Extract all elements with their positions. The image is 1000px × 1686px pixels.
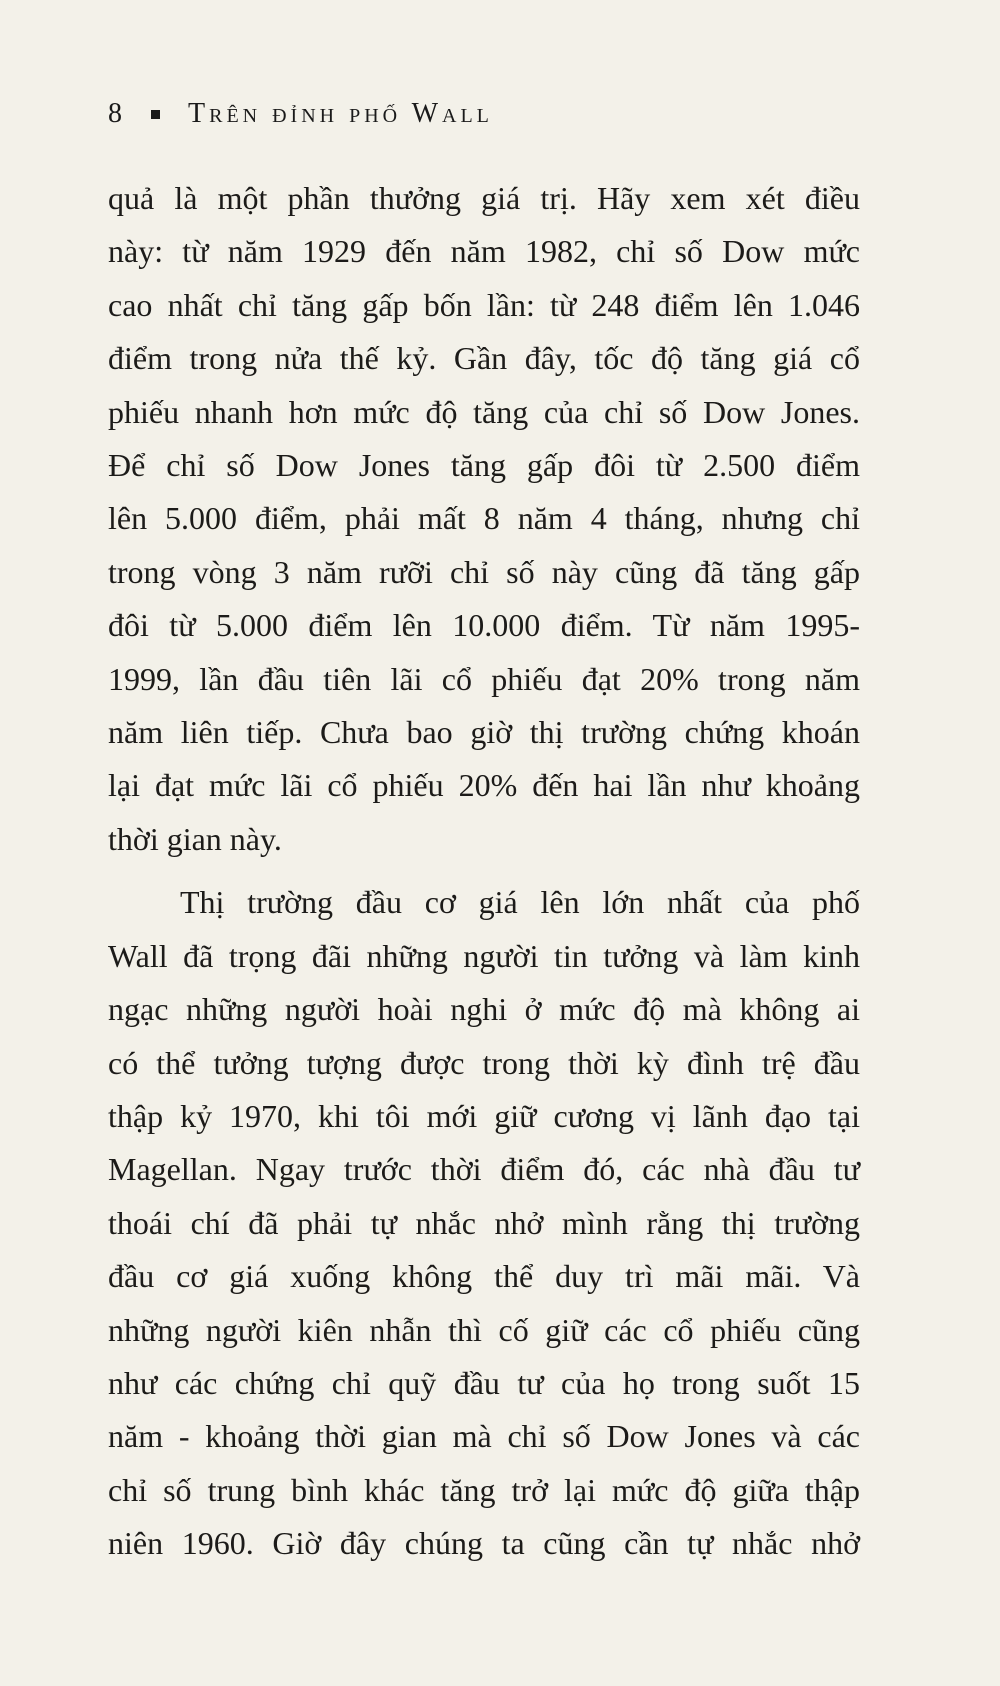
text-line: điểm trong nửa thế kỷ. Gần đây, tốc độ tăng giá cổ [108, 340, 860, 377]
paragraph-1 [108, 172, 860, 866]
text-line: lại đạt mức lãi cổ phiếu 20% đến hai lần như khoảng [108, 767, 860, 804]
text-line: có thể tưởng tượng được trong thời kỳ đình trệ đầu [108, 1044, 860, 1081]
text-line: lên 5.000 điểm, phải mất 8 năm 4 tháng, nhưng chỉ [108, 500, 860, 537]
text-line: Thị trường đầu cơ giá lên lớn nhất của phố [180, 884, 860, 921]
text-line: 1999, lần đầu tiên lãi cổ phiếu đạt 20% trong năm [108, 660, 860, 697]
text-line: ngạc những người hoài nghi ở mức độ mà không ai [108, 991, 860, 1028]
text-line: Wall đã trọng đãi những người tin tưởng và làm kinh [108, 937, 860, 974]
text-line: năm liên tiếp. Chưa bao giờ thị trường chứng khoán [108, 714, 860, 751]
text-line: Magellan. Ngay trước thời điểm đó, các nhà đầu tư [108, 1151, 860, 1188]
text-line: thập kỷ 1970, khi tôi mới giữ cương vị lãnh đạo tại [108, 1097, 860, 1134]
text-line: đầu cơ giá xuống không thể duy trì mãi mãi. Và [108, 1258, 860, 1295]
text-line: cao nhất chỉ tăng gấp bốn lần: từ 248 điểm lên 1.046 [108, 286, 860, 323]
body-text [108, 172, 860, 1571]
text-line: trong vòng 3 năm rưỡi chỉ số này cũng đã tăng gấp [108, 553, 860, 590]
text-line: thoái chí đã phải tự nhắc nhở mình rằng thị trường [108, 1204, 860, 1241]
text-line: như các chứng chỉ quỹ đầu tư của họ trong suốt 15 [108, 1364, 860, 1401]
text-line: này: từ năm 1929 đến năm 1982, chỉ số Dow mức [108, 233, 860, 270]
text-line: đôi từ 5.000 điểm lên 10.000 điểm. Từ năm 1995- [108, 607, 860, 644]
text-line: chỉ số trung bình khác tăng trở lại mức độ giữa thập [108, 1471, 860, 1508]
text-line: năm - khoảng thời gian mà chỉ số Dow Jones và các [108, 1418, 860, 1455]
text-line: niên 1960. Giờ đây chúng ta cũng cần tự nhắc nhở [108, 1525, 860, 1562]
text-line: thời gian này. [108, 820, 282, 857]
page-number: 8 [108, 98, 125, 129]
text-line: những người kiên nhẫn thì cố giữ các cổ phiếu cũng [108, 1311, 860, 1348]
paragraph-2 [108, 876, 860, 1570]
text-line: Để chỉ số Dow Jones tăng gấp đôi từ 2.500 điểm [108, 447, 860, 484]
running-header [108, 92, 493, 136]
text-line: quả là một phần thưởng giá trị. Hãy xem xét điều [108, 180, 860, 216]
header-separator-square [151, 110, 160, 119]
text-line: phiếu nhanh hơn mức độ tăng của chỉ số Dow Jones. [108, 393, 860, 430]
running-title: Trên đỉnh phố Wall [188, 98, 493, 129]
